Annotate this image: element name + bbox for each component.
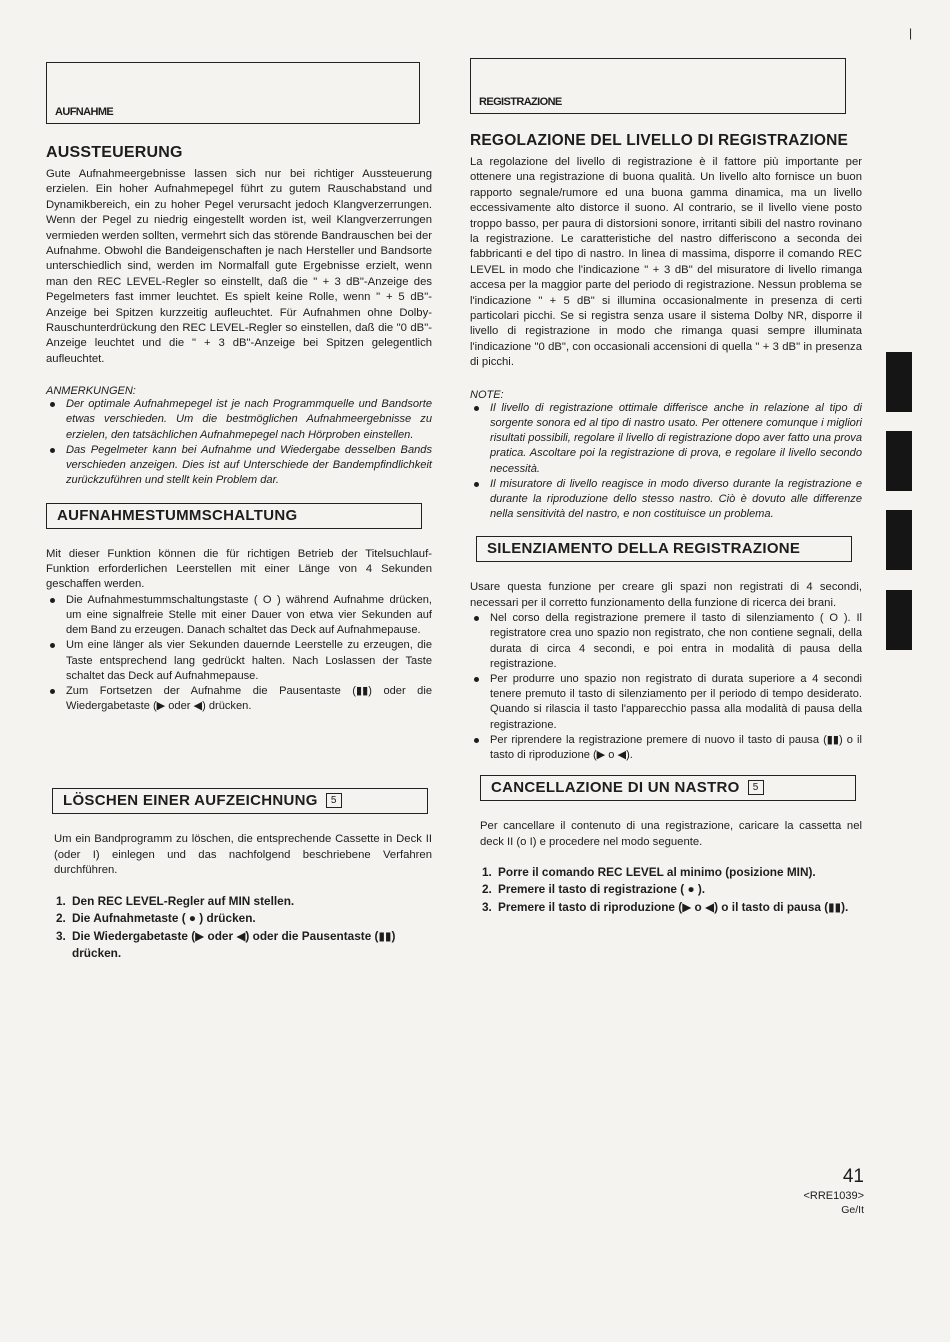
step-text: Premere il tasto di riproduzione (▶ o ◀) o il tasto di pausa (▮▮).: [498, 899, 849, 914]
notes-list: [46, 397, 432, 488]
step-number: 1.: [482, 864, 492, 879]
box-number: 5: [326, 793, 342, 808]
step-item: [56, 893, 432, 911]
section-title: AUFNAHMESTUMMSCHALTUNG: [57, 506, 298, 524]
step-text: Premere il tasto di registrazione ( ● ).: [498, 882, 706, 897]
step-number: 3.: [482, 899, 492, 914]
section-header-tag: AUFNAHME: [55, 106, 114, 118]
bullet-item: Die Aufnahmestummschaltungstaste ( O ) während Aufnahme drücken, um eine signalfreie Stelle mit einer Dauer von etwa vier Sekunden auf dem Band zu erzeugen. Danach schaltet das Deck auf Aufnahmepause.: [46, 593, 432, 639]
section-body: Mit dieser Funktion können die für richtigen Betrieb der Titelsuchlauf-Funktion erforderlichen Leerstellen mit einer Länge von 4 Sekunden geschaffen werden.: [46, 547, 432, 591]
bullet-item: Nel corso della registrazione premere il tasto di silenziamento ( O ). Il registratore crea uno spazio non registrato, che non contiene segnali, della durata di circa 4 secondi, e poi entra in modalità di pausa della registrazione.: [470, 611, 862, 672]
page-footer: [803, 1166, 864, 1216]
section-title-box: [480, 775, 856, 801]
bullet-list: [470, 611, 862, 763]
section-body: Per cancellare il contenuto di una registrazione, caricare la cassetta nel deck II (o I) e procedere nel modo seguente.: [480, 820, 862, 848]
step-number: 2.: [482, 882, 492, 897]
note-item: Der optimale Aufnahmepegel ist je nach Programmquelle und Bandsorte etwas verschieden. Um die bestmöglichen Aufnahmeergebnisse zu erzielen, den tatsächlichen Aufnahmepegel nach Hörproben einstellen.: [46, 397, 432, 443]
notes-title: NOTE:: [470, 388, 504, 401]
bullet-item: Per riprendere la registrazione premere di nuovo il tasto di pausa (▮▮) o il tasto di riproduzione (▶ o ◀).: [470, 733, 862, 763]
section-body: Gute Aufnahmeergebnisse lassen sich nur bei richtiger Aussteuerung erzielen. Ein hoher Aufnahmepegel führt zu gutem Rauschabstand und Dynamikbereich, ein zu hoher Pegel verursacht jedoch Klangverzerrungen. Wenn der Pegel zu niedrig eingestellt worden ist, weil Klangverzerrungen vermieden werden sollten, vermehrt sich das störende Bandrauschen bei der Aufnahme. Obwohl die Bandeigenschaften je nach Hersteller und Bandsorte unterschiedlich sind, werden im Normalfall gute Ergebnisse erzielt, wenn man den REC LEVEL-Regler so einstellt, daß die " + 3 dB"-Anzeige des Pegelmeters fast immer leuchtet. Es spielt keine Rolle, wenn " + 5 dB"-Anzeige bei Spitzen kurzzeitig aufleuchtet. Für Aufnahmen ohne Dolby-Rauschunterdrückung den REC LEVEL-Regler so einstellen, daß die "0 dB"-Anzeige leuchtet und die " + 3 dB"-Anzeige bei Spitzen gelegentlich aufleuchtet.: [46, 168, 432, 365]
steps-list: [46, 893, 432, 963]
step-text: Die Aufnahmetaste ( ● ) drücken.: [72, 911, 256, 926]
section-body: La regolazione del livello di registrazione è il fattore più importante per ottenere una registrazione di buona qualità. Un livello alto fornisce un buon rapporto segnale/rumore ed una buona gamma dinamica, ma un livello eccessivamente alto distorce il suono. Al contrario, se il livello viene posto troppo basso, per paura di distorsioni sonore, irritanti sibili del nastro rovinano la registrazione. Le caratteristiche del nastro differiscono a seconda dei fabbricanti e del tipo di nastro. In linea di massima, disporre il comando REC LEVEL in modo che l'indicazione " + 3 dB" del misuratore di livello rimanga accesa per la maggior parte del periodo di registrazione. Nessun problema se l'indicazione " + 5 dB" si illumina occasionalmente in presenza di certi particolari picchi. Se si registra senza usare il sistema Dolby NR, disporre il livello di registrazione in modo che rimanga quasi sempre illuminata l'indicazione "0 dB", con occasionali accensioni di quella " + 3 dB" in presenza di picchi.: [470, 156, 862, 369]
step-text: Porre il comando REC LEVEL al minimo (posizione MIN).: [498, 864, 816, 879]
bullet-item: Um eine länger als vier Sekunden dauernde Leerstelle zu erzeugen, die Taste entsprechend lang gedrückt halten. Nach Loslassen der Taste schaltet das Deck auf Aufnahmepause.: [46, 638, 432, 684]
section-body: Um ein Bandprogramm zu löschen, die entsprechende Cassette in Deck II (oder I) einlegen und das nachfolgend beschriebene Verfahren durchführen.: [54, 833, 432, 877]
notes-title: ANMERKUNGEN:: [46, 385, 136, 398]
section-header-tag: REGISTRAZIONE: [479, 96, 562, 108]
step-text: Den REC LEVEL-Regler auf MIN stellen.: [72, 893, 295, 908]
german-column: [46, 62, 432, 963]
document-code: <RRE1039>: [803, 1190, 864, 1202]
section-body: Usare questa funzione per creare gli spazi non registrati di 4 secondi, necessari per il corretto funzionamento della funzione di ricerca dei brani.: [470, 581, 862, 609]
language-code: Ge/It: [841, 1204, 864, 1216]
section-header-box: [46, 62, 420, 124]
section-header-box: [470, 58, 846, 114]
bullet-item: Per produrre uno spazio non registrato di durata superiore a 4 secondi tenere premuto il tasto di silenziamento per il periodo di tempo desiderato. Quando si rilascia il tasto l'apparecchio passa alla modalità di pausa della registrazione.: [470, 672, 862, 733]
index-tab: [886, 352, 912, 412]
notes-list: [470, 401, 862, 523]
section-title-box: [476, 536, 852, 562]
italian-column: [470, 58, 862, 916]
bullet-item: Zum Fortsetzen der Aufnahme die Pausentaste (▮▮) oder die Wiedergabetaste (▶ oder ◀) drücken.: [46, 684, 432, 714]
note-item: Das Pegelmeter kann bei Aufnahme und Wiedergabe desselben Bands verschieden anzeigen. Dies ist auf Unterschiede der Bandempfindlichkeit zurückzuführen und stellt kein Problem dar.: [46, 443, 432, 489]
index-tab: [886, 431, 912, 491]
page-number: 41: [842, 1166, 864, 1187]
index-tab: [886, 510, 912, 570]
index-tab: [886, 590, 912, 650]
section-title: CANCELLAZIONE DI UN NASTRO: [491, 779, 740, 797]
section-title-box: [46, 503, 422, 529]
step-item: [482, 881, 862, 899]
box-number: 5: [748, 780, 764, 795]
section-title: REGOLAZIONE DEL LIVELLO DI REGISTRAZIONE: [470, 132, 849, 149]
section-title-box: [52, 788, 428, 814]
step-text: Die Wiedergabetaste (▶ oder ◀) oder die Pausentaste (▮▮) drücken.: [72, 928, 396, 961]
steps-list: [470, 864, 862, 917]
step-number: 2.: [56, 911, 66, 926]
note-item: Il livello di registrazione ottimale differisce anche in relazione al tipo di sorgente sonora ed al tipo di nastro usato. Per ottenere comunque i migliori risultati possibili, regolare il livello di registrazione dopo aver fatto una prova pratica. Ascoltare poi la registrazione di prova, e regolare il livello secondo necessità.: [470, 401, 862, 477]
step-number: 1.: [56, 893, 66, 908]
note-item: Il misuratore di livello reagisce in modo diverso durante la registrazione e durante la riproduzione dello stesso nastro. Ciò è dovuto alle differenze nella sensitività del nastro, e non costituisce un problema.: [470, 477, 862, 523]
step-item: [482, 899, 862, 917]
step-item: [482, 864, 862, 882]
step-number: 3.: [56, 928, 66, 943]
margin-mark: |: [909, 26, 913, 40]
section-title: SILENZIAMENTO DELLA REGISTRAZIONE: [487, 540, 801, 558]
section-title: LÖSCHEN EINER AUFZEICHNUNG: [63, 792, 318, 810]
step-item: [56, 910, 432, 928]
section-title: AUSSTEUERUNG: [46, 144, 183, 161]
step-item: [56, 928, 432, 963]
bullet-list: [46, 593, 432, 715]
